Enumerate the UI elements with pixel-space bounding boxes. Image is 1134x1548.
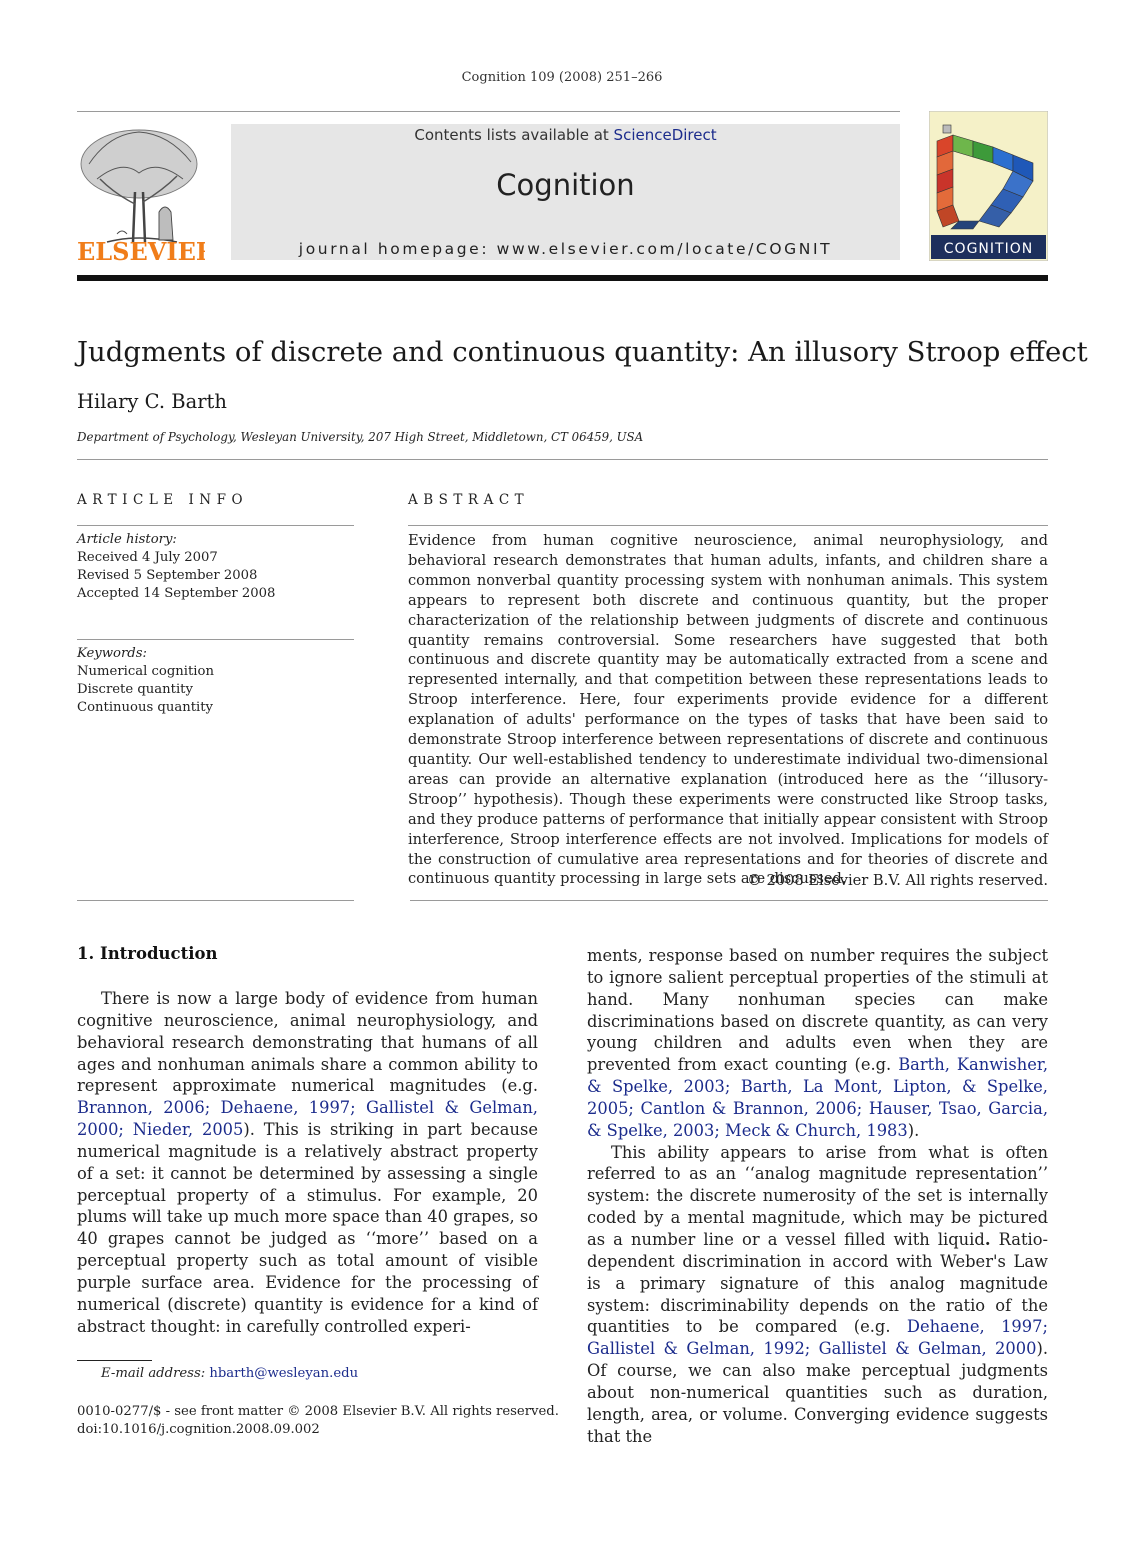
keyword-item: Numerical cognition [77,664,214,679]
sciencedirect-link[interactable]: ScienceDirect [613,126,717,144]
article-history [77,531,275,603]
body-text: ). Of course, we can also make perceptual judgments about non-numerical quantities such as duration, length, area, or volume. Converging evidence suggests that the [587,1339,1048,1446]
elsevier-logo[interactable] [77,124,205,264]
body-column-right [587,945,1048,1447]
header-thick-rule [77,275,1048,281]
cover-label: COGNITION [943,241,1034,257]
citation-link[interactable]: Dehaene, 1997; Gallistel & Gelman, 1992; Gallistel & Gelman, 2000 [587,1317,1048,1359]
keywords-block [77,645,214,717]
journal-banner [231,124,900,260]
elsevier-tree-icon [77,124,205,264]
footnote-email [101,1366,358,1381]
body-text: ments, response based on number requires the subject to ignore salient perceptual properties of the stimuli at hand. Many nonhuman species can make discriminations based on discrete quantity, as can very young children and adults even when they are prevented from exact counting (e.g. [587,946,1048,1075]
body-column-left [77,988,538,1338]
author-affiliation: Department of Psychology, Wesleyan University, 207 High Street, Middletown, CT 06459, USA [77,430,644,444]
body-text: This ability appears to arise from what is often referred to as an ‘‘analog magnitude representation’’ system: the discrete numerosity of the set is internally coded by a mental magnitude, which may be pictured as a number line or a vessel filled with liquid [587,1142,1048,1249]
body-text: ). [907,1120,920,1140]
abstract-rule-bottom [410,900,1048,901]
keywords-label: Keywords: [77,646,147,661]
affiliation-rule [77,459,1048,460]
doi-line[interactable]: doi:10.1016/j.cognition.2008.09.002 [77,1422,320,1437]
journal-homepage[interactable]: journal homepage: www.elsevier.com/locate/COGNIT [298,240,833,258]
history-received: Received 4 July 2007 [77,550,218,565]
article-info-rule-middle [77,639,354,640]
footnote-rule [77,1360,152,1361]
journal-name: Cognition [496,168,635,202]
article-info-rule-bottom [77,900,354,901]
citation-link[interactable]: Brannon, 2006; Dehaene, 1997; Gallistel & Gelman, 2000; Nieder, 2005 [77,1098,538,1140]
section-heading-introduction: 1. Introduction [77,944,218,963]
history-revised: Revised 5 September 2008 [77,568,258,583]
elsevier-wordmark: ELSEVIER [77,237,205,264]
front-matter [77,1403,559,1439]
header-top-rule [77,111,900,112]
body-text: There is now a large body of evidence from human cognitive neuroscience, animal neurophysiology, and behavioral research demonstrating that humans of all ages and nonhuman animals share a common ability to represent approximate numerical magnitudes (e.g. [77,989,538,1096]
abstract-body: Evidence from human cognitive neuroscience, animal neurophysiology, and behavioral research demonstrates that human adults, infants, and children share a common nonverbal quantity processing system with nonhuman animals. This system appears to represent both discrete and continuous quantity, but the proper characterization of the relationship between judgments of discrete and continuous quantity remains controversial. Some researchers have suggested that both continuous and discrete quantity may be automatically extracted from a scene and represented internally, and that competition between these representations leads to Stroop interference. Here, four experiments provide evidence for a different explanation of adults' performance on the types of tasks that have been said to demonstrate Stroop interference between representations of discrete and continuous quantity. Our well-established tendency to underestimate individual two-dimensional areas can provide an alternative explanation (introduced here as the ‘‘illusory-Stroop’’ hypothesis). Though these experiments were constructed like Stroop tasks, and they produce patterns of performance that initially appear consistent with Stroop interference, Stroop interference effects are not involved. Implications for models of the construction of cumulative area representations and for theories of discrete and continuous quantity processing in large sets are discussed. [408,532,1048,888]
issn-line: 0010-0277/$ - see front matter © 2008 Elsevier B.V. All rights reserved. [77,1404,559,1419]
body-text-bold-period: . [984,1229,991,1249]
contents-prefix: Contents lists available at [414,126,614,144]
keyword-item: Continuous quantity [77,700,213,715]
email-label: E-mail address: [101,1366,210,1381]
citation-link[interactable]: Barth, Kanwisher, & Spelke, 2003; Barth, La Mont, Lipton, & Spelke, 2005; Cantlon & Brannon, 2006; Hauser, Tsao, Garcia, & Spelke, 2003; Meck & Church, 1983 [587,1055,1049,1140]
body-paragraph [587,1142,1048,1448]
abstract-heading: ABSTRACT [408,492,530,508]
body-text: Ratio-dependent discrimination in accord with Weber's Law is a primary signature of this analog magnitude system: discriminability depends on the ratio of the quantities to be compared (e.g. [587,1229,1049,1337]
article-info-heading: ARTICLE INFO [77,492,249,508]
cognition-cover-icon [929,111,1048,261]
journal-cover-thumbnail[interactable] [929,111,1048,261]
journal-reference: Cognition 109 (2008) 251–266 [461,70,663,85]
article-author: Hilary C. Barth [77,390,227,413]
history-accepted: Accepted 14 September 2008 [77,586,276,601]
history-label: Article history: [77,532,177,547]
abstract-rule-top [408,525,1048,526]
article-info-rule-top [77,525,354,526]
email-link[interactable]: hbarth@wesleyan.edu [209,1366,359,1381]
body-paragraph [77,988,538,1338]
abstract-copyright: © 2008 Elsevier B.V. All rights reserved. [747,872,1048,889]
contents-availability-line [231,126,900,144]
keyword-item: Discrete quantity [77,682,193,697]
body-text: ). This is striking in part because numerical magnitude is a relatively abstract property of a set: it cannot be determined by assessing a single perceptual property of a stimulus. For example, 20 plums will take up much more space than 40 grapes, so 40 grapes cannot be judged as ‘‘more’’ based on a perceptual property such as total amount of visible purple surface area. Evidence for the processing of numerical (discrete) quantity is evidence for a kind of abstract thought: in carefully controlled experi- [77,1120,538,1336]
article-title: Judgments of discrete and continuous quantity: An illusory Stroop effect [77,336,1088,368]
body-paragraph [587,945,1048,1142]
